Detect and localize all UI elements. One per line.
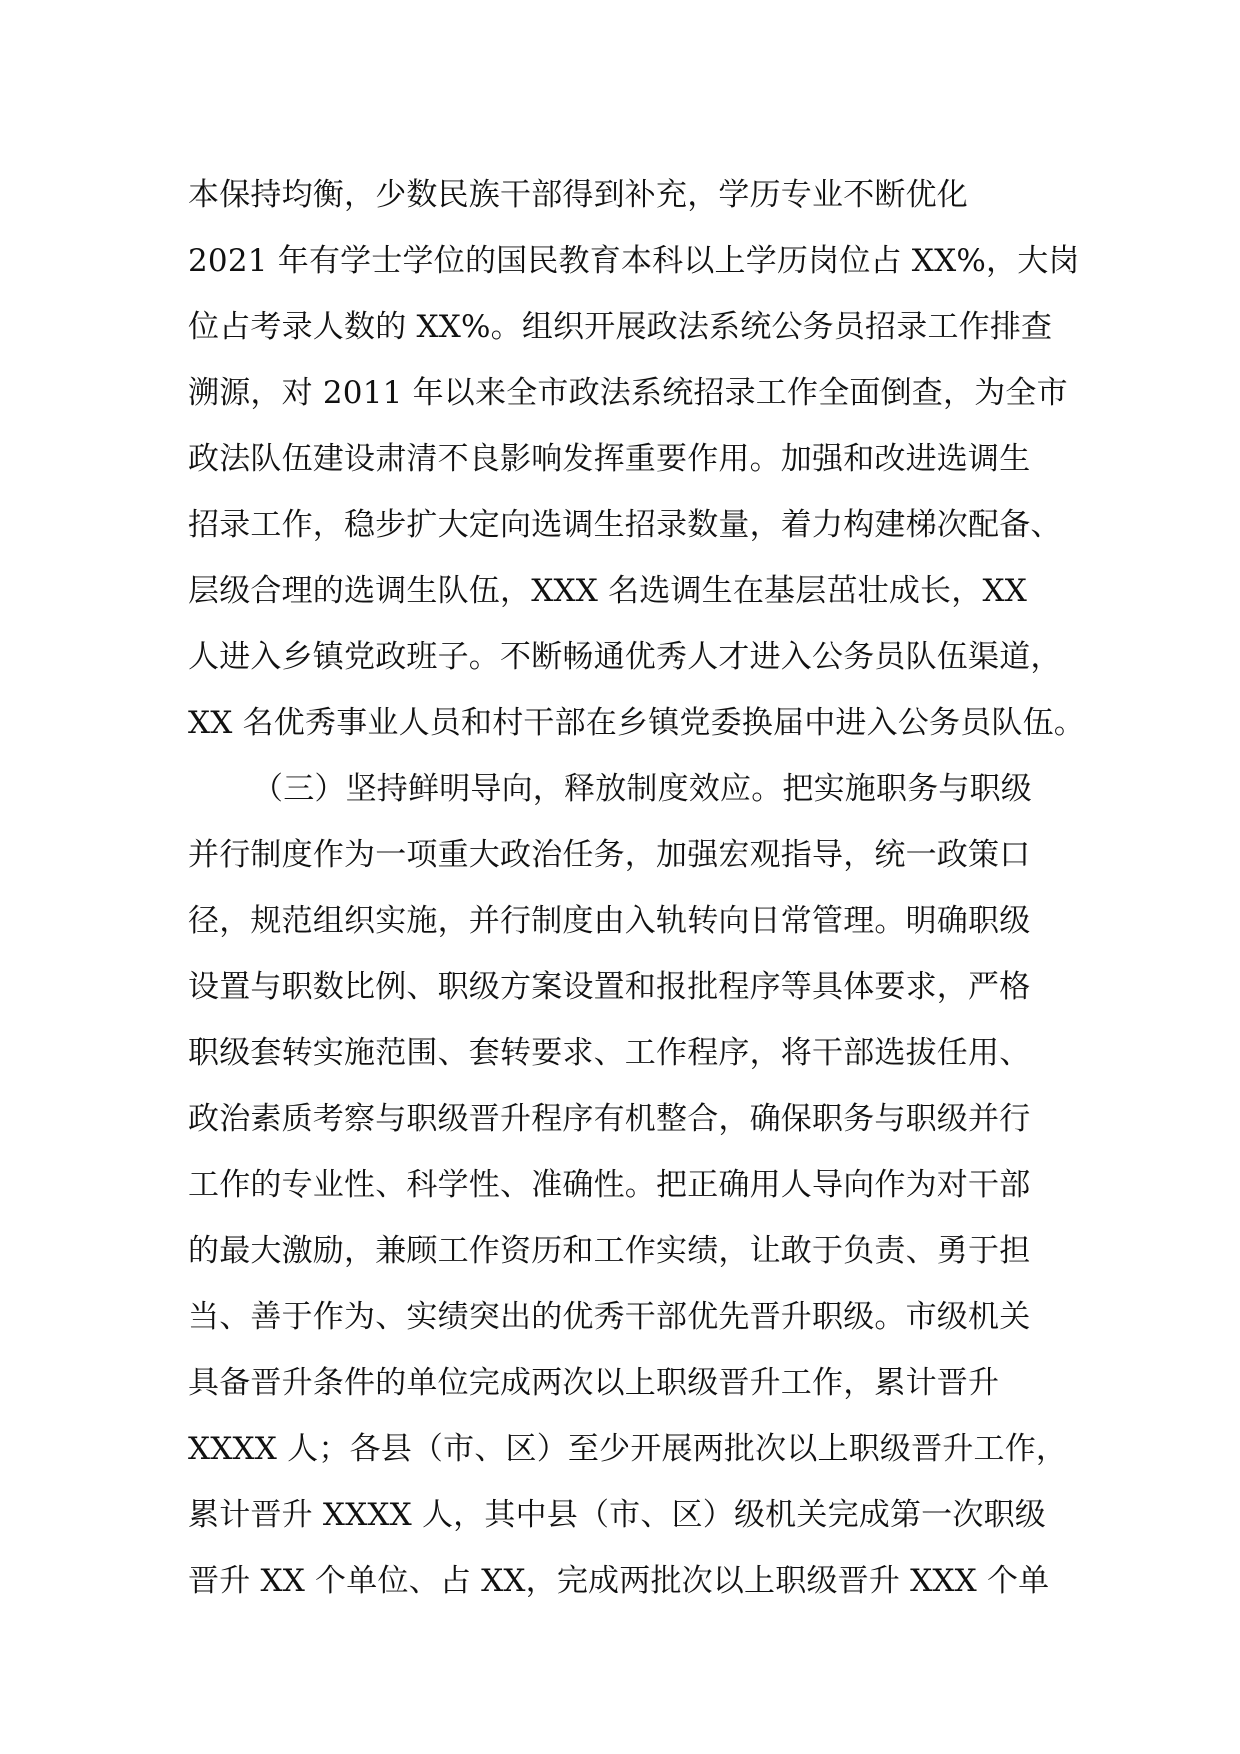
- text-line: 政治素质考察与职级晋升程序有机整合，确保职务与职级并行: [188, 1101, 1031, 1137]
- text-line: 人进入乡镇党政班子。不断畅通优秀人才进入公务员队伍渠道，: [188, 639, 1062, 675]
- text-line: 溯源，对 2011 年以来全市政法系统招录工作全面倒查，为全市: [188, 375, 1068, 411]
- text-line: 本保持均衡，少数民族干部得到补充，学历专业不断优化: [188, 177, 968, 213]
- text-line: XX 名优秀事业人员和村干部在乡镇党委换届中进入公务员队伍。: [188, 705, 1085, 741]
- text-line: 招录工作，稳步扩大定向选调生招录数量，着力构建梯次配备、: [188, 507, 1062, 543]
- text-line: 位占考录人数的 XX%。组织开展政法系统公务员招录工作排查: [188, 309, 1053, 345]
- section-heading-line: （三）坚持鲜明导向，释放制度效应。把实施职务与职级: [252, 771, 1032, 807]
- text-line: 职级套转实施范围、套转要求、工作程序，将干部选拔任用、: [188, 1035, 1031, 1071]
- text-line: 累计晋升 XXXX 人，其中县（市、区）级机关完成第一次职级: [188, 1497, 1046, 1533]
- text-line: 设置与职数比例、职级方案设置和报批程序等具体要求，严格: [188, 969, 1031, 1005]
- text-line: XXXX 人；各县（市、区）至少开展两批次以上职级晋升工作，: [188, 1431, 1068, 1467]
- text-line: 当、善于作为、实绩突出的优秀干部优先晋升职级。市级机关: [188, 1299, 1031, 1335]
- text-line: 层级合理的选调生队伍，XXX 名选调生在基层茁壮成长，XX: [188, 573, 1027, 609]
- text-line: 政法队伍建设肃清不良影响发挥重要作用。加强和改进选调生: [188, 441, 1031, 477]
- text-line: 具备晋升条件的单位完成两次以上职级晋升工作，累计晋升: [188, 1365, 1000, 1401]
- text-line: 径，规范组织实施，并行制度由入轨转向日常管理。明确职级: [188, 903, 1031, 939]
- body-text: [188, 162, 1088, 1614]
- text-line: 工作的专业性、科学性、准确性。把正确用人导向作为对干部: [188, 1167, 1031, 1203]
- text-line: 2021 年有学士学位的国民教育本科以上学历岗位占 XX%，大岗: [188, 243, 1080, 279]
- text-line: 晋升 XX 个单位、占 XX，完成两批次以上职级晋升 XXX 个单: [188, 1563, 1050, 1599]
- text-line: 并行制度作为一项重大政治任务，加强宏观指导，统一政策口: [188, 837, 1031, 873]
- text-line: 的最大激励，兼顾工作资历和工作实绩，让敢于负责、勇于担: [188, 1233, 1031, 1269]
